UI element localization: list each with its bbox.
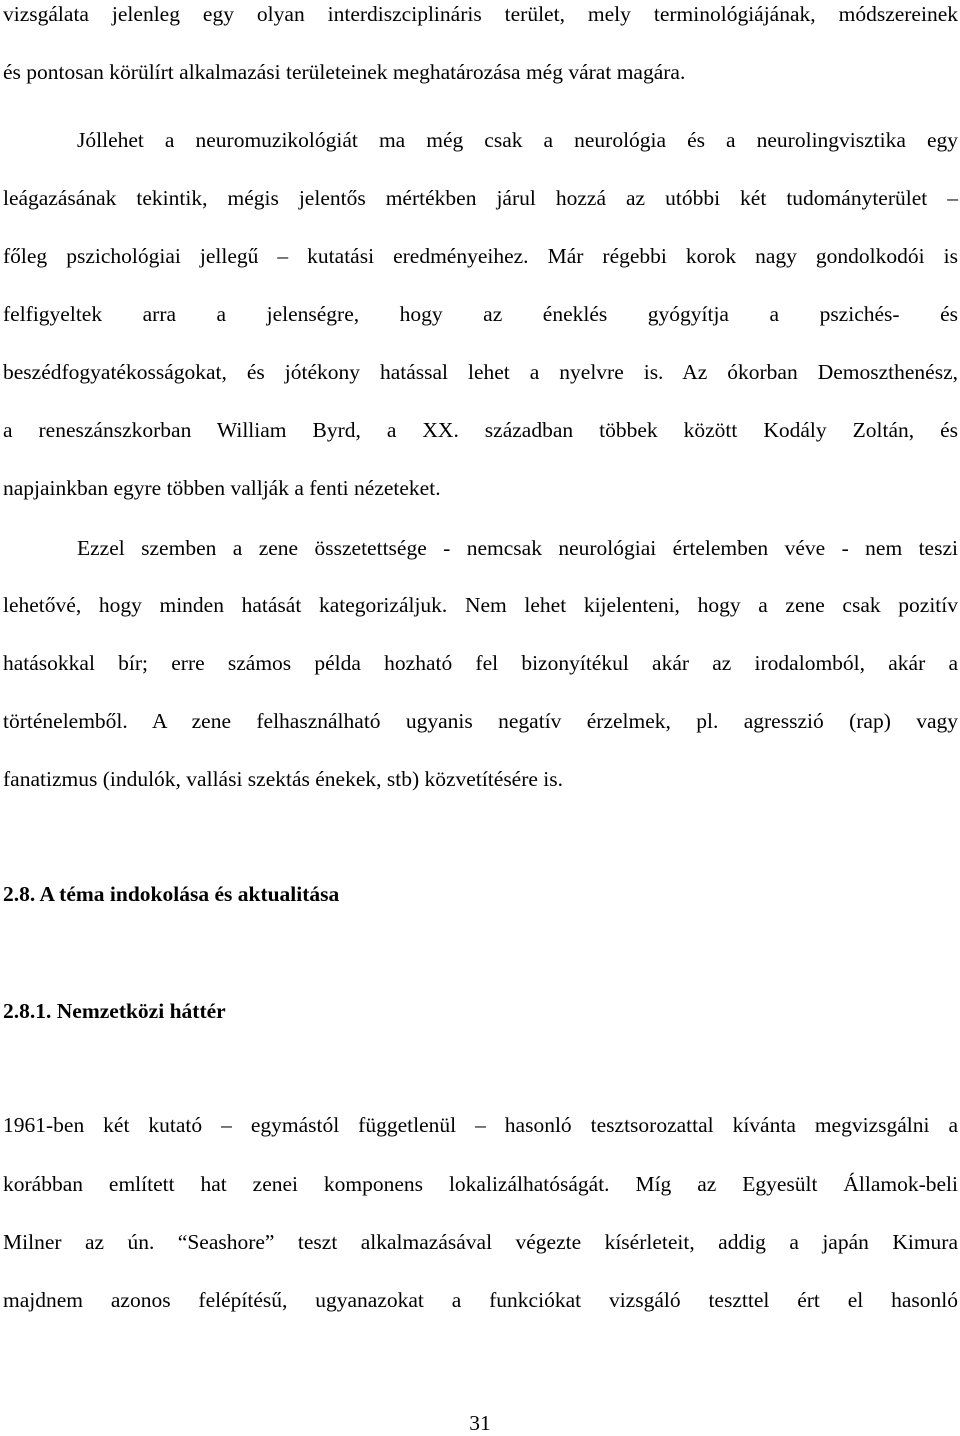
text-line: fanatizmus (indulók, vallási szektás énekek, stb) közvetítésére is. [3, 767, 564, 791]
text-line: hatásokkal bír; erre számos példa hozható fel bizonyítékul akár az irodalomból, akár a [3, 651, 958, 675]
text-line: leágazásának tekintik, mégis jelentős mértékben járul hozzá az utóbbi két tudományterület – [3, 186, 958, 210]
text-line: 1961-ben két kutató – egymástól függetlenül – hasonló tesztsorozattal kívánta megvizsgálni a [3, 1113, 958, 1137]
text-line: történelemből. A zene felhasználható ugyanis negatív érzelmek, pl. agresszió (rap) vagy [3, 709, 958, 733]
text-line: korábban említett hat zenei komponens lokalizálhatóságát. Míg az Egyesült Államok-beli [3, 1172, 958, 1196]
text-line: vizsgálata jelenleg egy olyan interdiszciplináris terület, mely terminológiájának, módszereinek [3, 2, 958, 26]
section-heading: 2.8. A téma indokolása és aktualitása [3, 882, 340, 906]
text-line: felfigyeltek arra a jelenségre, hogy az éneklés gyógyítja a pszichés- és [3, 302, 958, 326]
text-line: napjainkban egyre többen vallják a fenti nézeteket. [3, 476, 441, 500]
subsection-heading: 2.8.1. Nemzetközi háttér [3, 999, 226, 1023]
text-line: és pontosan körülírt alkalmazási területeinek meghatározása még várat magára. [3, 60, 686, 84]
text-line: lehetővé, hogy minden hatását kategorizáljuk. Nem lehet kijelenteni, hogy a zene csak pozitív [3, 593, 958, 617]
text-line: főleg pszichológiai jellegű – kutatási eredményeihez. Már régebbi korok nagy gondolkodói is [3, 244, 958, 268]
text-line: a reneszánszkorban William Byrd, a XX. században többek között Kodály Zoltán, és [3, 418, 958, 442]
text-line: majdnem azonos felépítésű, ugyanazokat a funkciókat vizsgáló teszttel ért el hasonló [3, 1288, 958, 1312]
text-line: Ezzel szemben a zene összetettsége - nemcsak neurológiai értelemben véve - nem teszi [77, 536, 958, 560]
text-line: Milner az ún. “Seashore” teszt alkalmazásával végezte kísérleteit, addig a japán Kimura [3, 1230, 958, 1254]
page-number: 31 [469, 1411, 491, 1435]
text-line: beszédfogyatékosságokat, és jótékony hatással lehet a nyelvre is. Az ókorban Demoszthenész, [3, 360, 958, 384]
text-line: Jóllehet a neuromuzikológiát ma még csak a neurológia és a neurolingvisztika egy [77, 128, 958, 152]
